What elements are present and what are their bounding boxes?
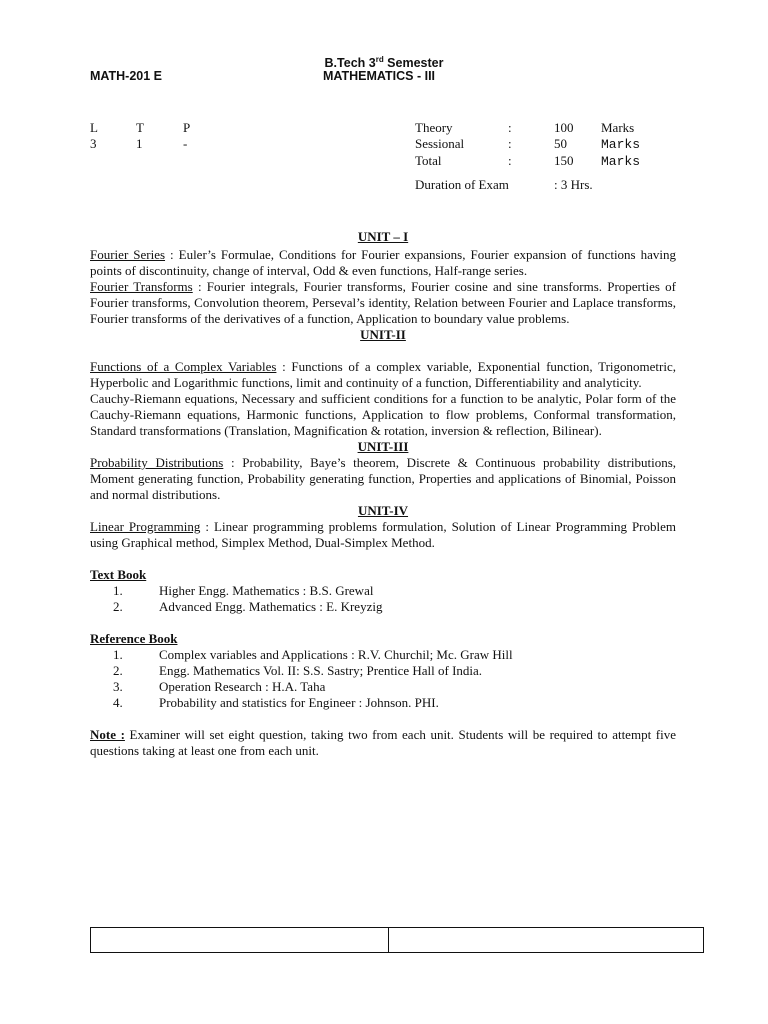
syllabus-content — [90, 229, 677, 759]
semester-superscript: rd — [375, 55, 384, 64]
footer-table — [90, 927, 704, 953]
unit-1-paragraph-2 — [90, 279, 676, 327]
text-book-list — [90, 583, 676, 615]
unit-2-paragraph-1 — [90, 359, 676, 391]
list-text: Probability and statistics for Engineer : Johnson. PHI. — [159, 695, 439, 710]
marks-total-value: 150 — [554, 153, 574, 168]
marks-total-label: Total — [415, 153, 442, 168]
topic-fourier-series: Fourier Series — [90, 247, 166, 262]
ltp-value-l: 3 — [90, 136, 97, 151]
note-text: Examiner will set eight question, taking two from each unit. Students will be required to attempt five questions taking at least one from each unit. — [90, 727, 676, 758]
list-number: 2. — [113, 663, 123, 678]
paragraph-text: : Linear programming problems formulation, Solution of Linear Programming Problem using Graphical method, Simplex Method, Dual-Simplex Method. — [90, 519, 677, 550]
text-book-heading: Text Book — [90, 567, 147, 582]
duration-value: : 3 Hrs. — [554, 177, 593, 192]
duration-label: Duration of Exam — [415, 177, 509, 192]
marks-theory-label: Theory — [415, 120, 453, 135]
list-text: Operation Research : H.A. Taha — [159, 679, 326, 694]
topic-probability-distributions: Probability Distributions — [90, 455, 224, 470]
marks-sessional-unit: Marks — [601, 137, 641, 152]
list-text: Complex variables and Applications : R.V. Churchil; Mc. Graw Hill — [159, 647, 513, 662]
course-title: MATHEMATICS - III — [323, 69, 436, 83]
marks-theory-unit: Marks — [601, 120, 635, 135]
list-number: 4. — [113, 695, 123, 710]
unit-4-paragraph-1 — [90, 519, 676, 551]
reference-book-heading: Reference Book — [90, 631, 178, 646]
topic-linear-programming: Linear Programming — [90, 519, 201, 534]
semester-suffix: Semester — [383, 56, 444, 71]
note-label: Note : — [90, 727, 125, 742]
marks-theory-value: 100 — [554, 120, 574, 135]
list-number: 3. — [113, 679, 123, 694]
topic-complex-variables: Functions of a Complex Variables — [90, 359, 277, 374]
list-item — [90, 679, 676, 695]
marks-total-unit: Marks — [601, 154, 641, 169]
topic-fourier-transforms: Fourier Transforms — [90, 279, 193, 294]
list-number: 1. — [113, 647, 123, 662]
marks-sessional-value: 50 — [554, 136, 567, 151]
marks-sessional-sep: : — [508, 136, 512, 151]
unit-3-paragraph-1 — [90, 455, 676, 503]
unit-1-paragraph-1 — [90, 247, 676, 279]
list-text: Engg. Mathematics Vol. II: S.S. Sastry; Prentice Hall of India. — [159, 663, 483, 678]
ltp-header-l: L — [90, 120, 98, 135]
paragraph-text: : Fourier integrals, Fourier transforms, Fourier cosine and sine transforms. Properties of Fourier transforms, Convolution theorem, Perseval’s identity, Relation between Fourier and Laplace transforms, Fourier transforms of the derivatives of a function, Application to boundary value problems. — [90, 279, 676, 326]
exam-note — [90, 727, 676, 759]
marks-total-sep: : — [508, 153, 512, 168]
marks-sessional-label: Sessional — [415, 136, 465, 151]
footer-table-cell-left — [91, 928, 389, 952]
paragraph-text: : Euler’s Formulae, Conditions for Fourier expansions, Fourier expansion of functions having points of discontinuity, change of interval, Odd & even functions, Half-range series. — [90, 247, 676, 278]
ltp-value-t: 1 — [136, 136, 143, 151]
list-item — [90, 663, 676, 679]
list-item — [90, 599, 676, 615]
unit-2-title: UNIT-II — [360, 327, 406, 342]
unit-3-title: UNIT-III — [357, 439, 409, 454]
paragraph-text: Cauchy-Riemann equations, Necessary and sufficient conditions for a function to be analytic, Polar form of the Cauchy-Riemann equations, Harmonic functions, Application to flow problems, Conformal transformation, Standard transformations (Translation, Magnification & rotation, inversion & reflection, Bilinear). — [90, 391, 676, 438]
ltp-header-p: P — [183, 120, 191, 135]
ltp-value-p: - — [183, 136, 188, 151]
footer-table-cell-right — [389, 928, 703, 952]
reference-book-list — [90, 647, 676, 711]
list-number: 2. — [113, 599, 123, 614]
list-item — [90, 647, 676, 663]
unit-2-paragraph-2 — [90, 391, 676, 439]
list-text: Higher Engg. Mathematics : B.S. Grewal — [159, 583, 374, 598]
ltp-header-t: T — [136, 120, 144, 135]
unit-4-title: UNIT-IV — [357, 503, 409, 518]
list-number: 1. — [113, 583, 123, 598]
course-code: MATH-201 E — [90, 69, 163, 83]
list-text: Advanced Engg. Mathematics : E. Kreyzig — [159, 599, 383, 614]
list-item — [90, 695, 676, 711]
semester-prefix: B.Tech 3 — [324, 56, 376, 71]
paragraph-text: : Functions of a complex variable, Exponential function, Trigonometric, Hyperbolic and Logarithmic functions, limit and continuity of a function, Differentiability and analyticity. — [90, 359, 676, 390]
marks-theory-sep: : — [508, 120, 512, 135]
list-item — [90, 583, 676, 599]
unit-1-title: UNIT – I — [357, 229, 409, 244]
paragraph-text: : Probability, Baye’s theorem, Discrete & Continuous probability distributions, Moment generating function, Probability generating function, Properties and applications of Binomial, Poisson and normal distributions. — [90, 455, 677, 502]
